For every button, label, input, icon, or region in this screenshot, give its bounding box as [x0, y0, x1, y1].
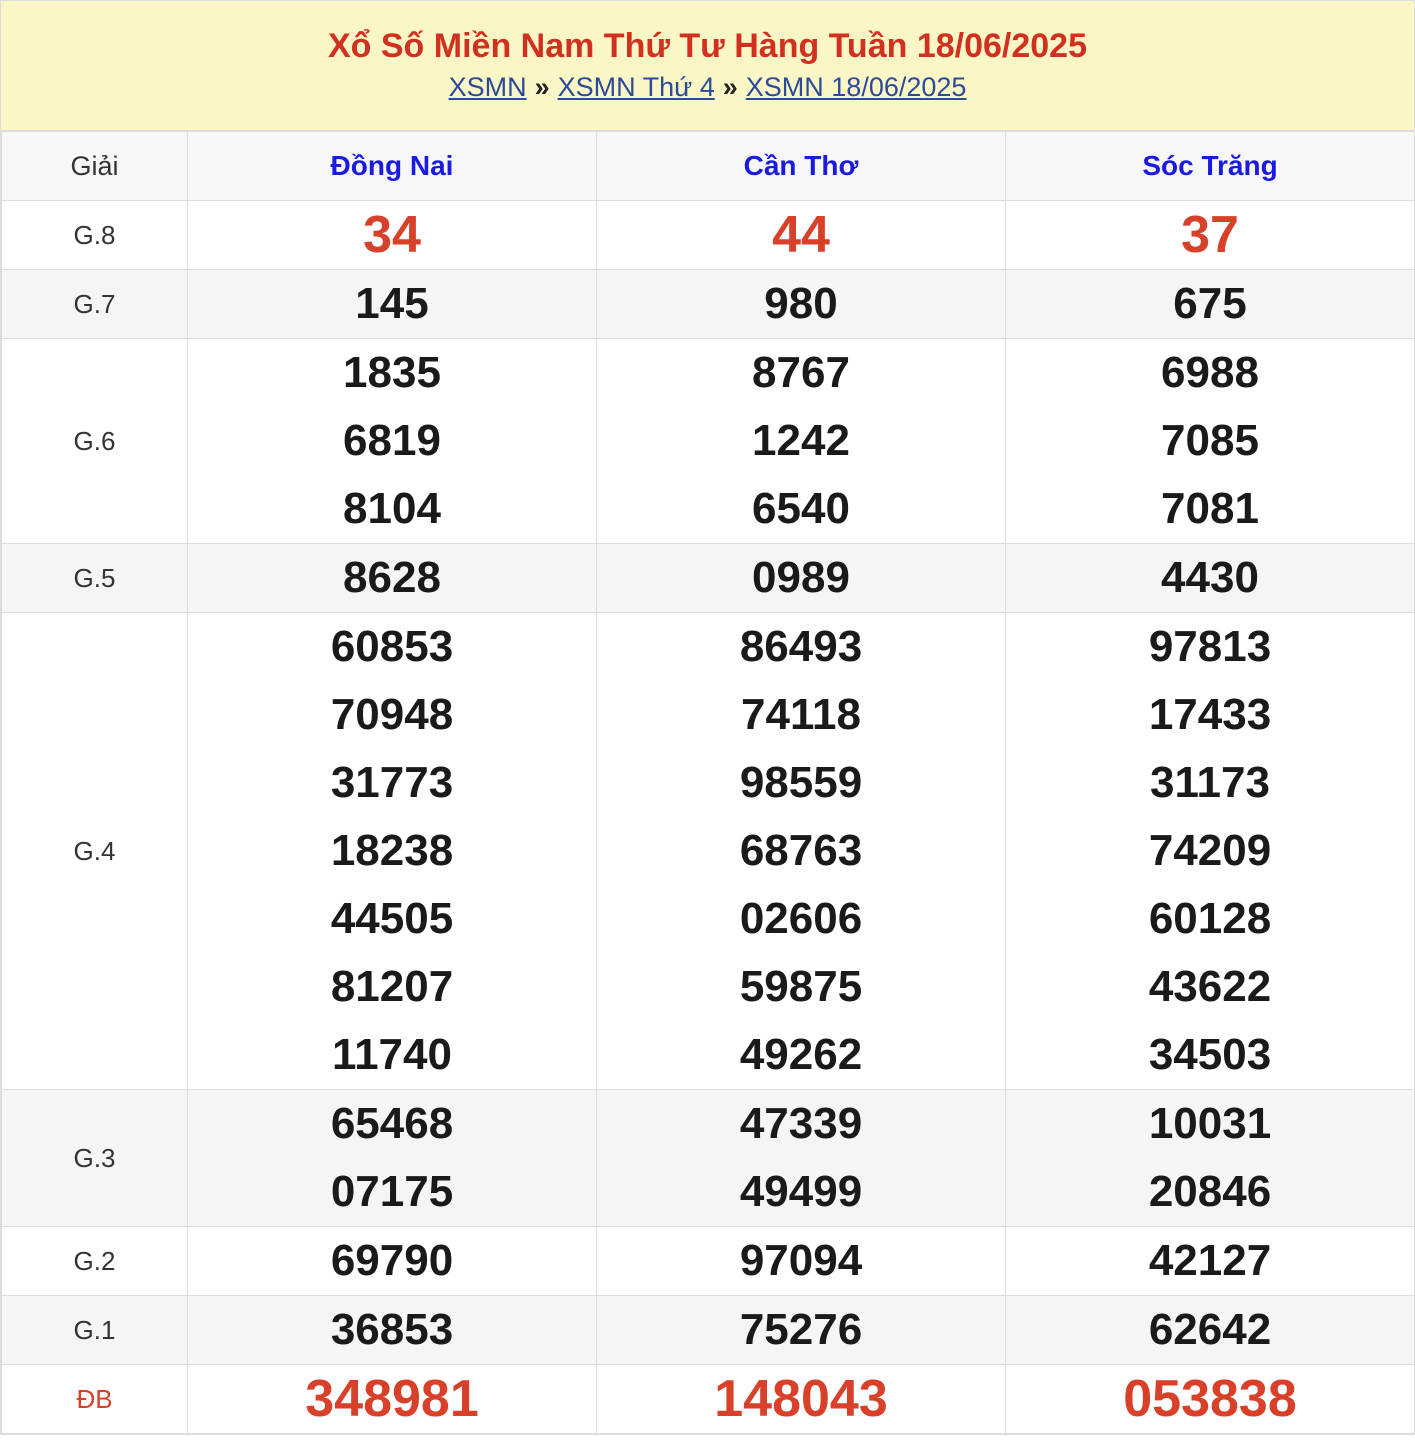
prize-number: 053838: [1123, 1370, 1297, 1428]
prize-cell: [188, 1365, 597, 1434]
prize-cell: [1006, 544, 1415, 613]
prize-label: G.8: [2, 201, 188, 270]
prize-cell: [188, 201, 597, 270]
prize-label: G.7: [2, 270, 188, 339]
prize-number: 1835: [343, 348, 441, 397]
prize-number: 148043: [714, 1370, 888, 1428]
prize-cell: [1006, 339, 1415, 544]
prize-cell: [597, 613, 1006, 1090]
prize-cell: [597, 201, 1006, 270]
prize-number: 62642: [1148, 1305, 1272, 1354]
prize-number: 74118: [741, 690, 861, 739]
prize-number: 97094: [739, 1236, 863, 1285]
prize-number: 34: [363, 206, 421, 264]
table-row: [2, 544, 1415, 613]
table-row: [2, 1227, 1415, 1296]
prize-cell: [188, 1227, 597, 1296]
prize-number: 44505: [330, 894, 454, 943]
prize-cell: [188, 544, 597, 613]
prize-number: 31773: [330, 758, 454, 807]
prize-label: G.6: [2, 339, 188, 544]
prize-cell: [188, 1296, 597, 1365]
table-row: [2, 1090, 1415, 1227]
prize-cell: [1006, 1090, 1415, 1227]
prize-number: 69790: [330, 1236, 454, 1285]
breadcrumb: [1, 70, 1414, 104]
prize-cell: [1006, 613, 1415, 1090]
prize-number: 6988: [1161, 348, 1259, 397]
prize-cell: [597, 1296, 1006, 1365]
prize-number: 49262: [739, 1030, 863, 1079]
prize-number: 18238: [330, 826, 454, 875]
prize-number: 59875: [739, 962, 863, 1011]
prize-number: 0989: [752, 553, 850, 602]
prize-cell: [1006, 270, 1415, 339]
table-row: [2, 201, 1415, 270]
breadcrumb-separator: »: [534, 72, 550, 102]
province-header-can-tho: Cần Thơ: [597, 132, 1006, 201]
prize-number: 60853: [330, 622, 454, 671]
prize-number: 60128: [1148, 894, 1272, 943]
table-row: [2, 1296, 1415, 1365]
prize-number: 20846: [1148, 1167, 1272, 1216]
prize-cell: [597, 270, 1006, 339]
prize-number: 8767: [752, 348, 850, 397]
prize-number: 37: [1181, 206, 1239, 264]
prize-number: 6819: [343, 416, 441, 465]
prize-number: 7085: [1161, 416, 1259, 465]
prize-number: 34503: [1148, 1030, 1272, 1079]
prize-cell: [597, 1090, 1006, 1227]
results-header: [1, 1, 1414, 131]
prize-number: 68763: [739, 826, 863, 875]
prize-number: 75276: [739, 1305, 863, 1354]
prize-number: 145: [355, 279, 429, 328]
prize-number: 44: [772, 206, 830, 264]
prize-number: 81207: [330, 962, 454, 1011]
results-table: [1, 131, 1415, 1434]
table-row: [2, 1365, 1415, 1434]
prize-number: 74209: [1148, 826, 1272, 875]
prize-cell: [1006, 201, 1415, 270]
prize-number: 8104: [343, 484, 441, 533]
prize-number: 10031: [1148, 1099, 1272, 1148]
prize-number: 47339: [739, 1099, 863, 1148]
breadcrumb-link-xsmn-thu-4[interactable]: XSMN Thứ 4: [557, 72, 715, 102]
prize-label: G.3: [2, 1090, 188, 1227]
prize-number: 31173: [1150, 758, 1270, 807]
prize-cell: [1006, 1296, 1415, 1365]
prize-column-header: Giải: [2, 132, 188, 201]
prize-cell: [188, 613, 597, 1090]
prize-number: 49499: [739, 1167, 863, 1216]
prize-number: 65468: [330, 1099, 454, 1148]
prize-cell: [597, 1227, 1006, 1296]
prize-number: 1242: [752, 416, 850, 465]
prize-cell: [1006, 1227, 1415, 1296]
prize-number: 43622: [1148, 962, 1272, 1011]
page-title: Xổ Số Miền Nam Thứ Tư Hàng Tuần 18/06/2025: [327, 27, 1087, 65]
prize-label: G.5: [2, 544, 188, 613]
prize-number: 86493: [739, 622, 863, 671]
prize-label: ĐB: [2, 1365, 188, 1434]
prize-number: 36853: [330, 1305, 454, 1354]
prize-label: G.1: [2, 1296, 188, 1365]
prize-cell: [597, 544, 1006, 613]
prize-number: 675: [1173, 279, 1247, 328]
breadcrumb-separator: »: [722, 72, 738, 102]
province-header-dong-nai: Đồng Nai: [188, 132, 597, 201]
table-row: [2, 270, 1415, 339]
prize-number: 6540: [752, 484, 850, 533]
prize-number: 98559: [739, 758, 863, 807]
prize-number: 348981: [305, 1370, 479, 1428]
prize-number: 17433: [1148, 690, 1272, 739]
prize-number: 42127: [1148, 1236, 1272, 1285]
prize-cell: [597, 339, 1006, 544]
prize-number: 97813: [1148, 622, 1272, 671]
prize-number: 07175: [330, 1167, 454, 1216]
prize-number: 4430: [1161, 553, 1259, 602]
prize-number: 980: [764, 279, 838, 328]
breadcrumb-link-xsmn[interactable]: XSMN: [448, 72, 527, 102]
breadcrumb-link-xsmn-date[interactable]: XSMN 18/06/2025: [745, 72, 967, 102]
prize-number: 02606: [739, 894, 863, 943]
table-row: [2, 339, 1415, 544]
table-row: [2, 613, 1415, 1090]
prize-label: G.2: [2, 1227, 188, 1296]
prize-number: 7081: [1161, 484, 1259, 533]
prize-cell: [1006, 1365, 1415, 1434]
prize-number: 8628: [343, 553, 441, 602]
prize-cell: [597, 1365, 1006, 1434]
prize-cell: [188, 339, 597, 544]
province-header-soc-trang: Sóc Trăng: [1006, 132, 1415, 201]
prize-cell: [188, 1090, 597, 1227]
prize-label: G.4: [2, 613, 188, 1090]
prize-number: 11740: [332, 1030, 452, 1079]
prize-cell: [188, 270, 597, 339]
prize-number: 70948: [330, 690, 454, 739]
